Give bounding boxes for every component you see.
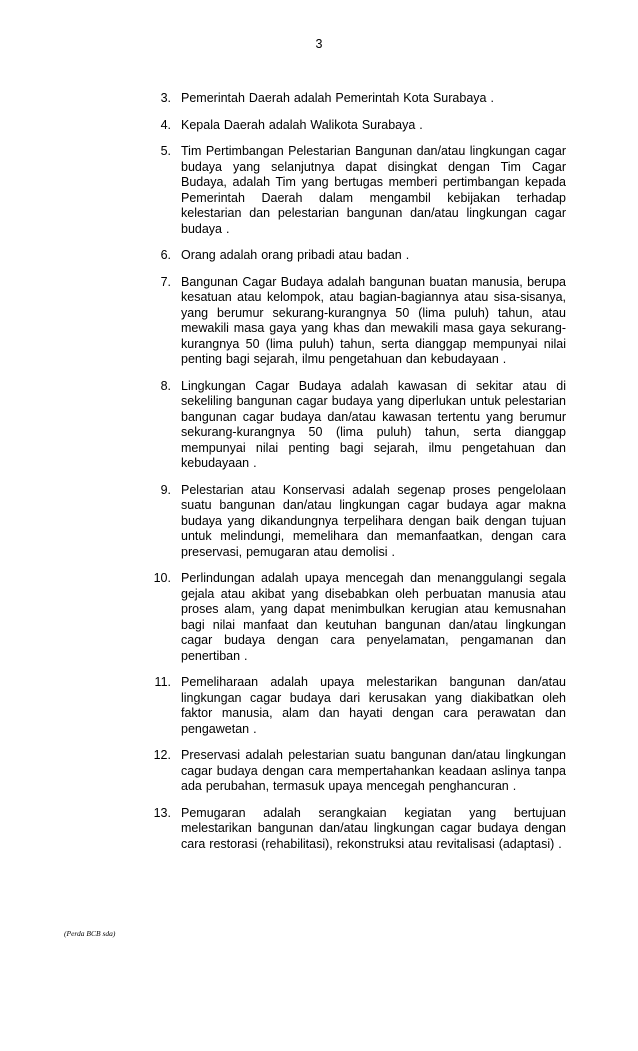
definition-text: Kepala Daerah adalah Walikota Surabaya .: [181, 117, 423, 132]
definition-item: [146, 144, 566, 237]
definition-item: [146, 748, 566, 795]
definition-item: [146, 571, 566, 664]
definition-number: 11.: [154, 675, 171, 689]
definition-item: [146, 806, 566, 853]
definition-item: [146, 91, 566, 107]
definition-text: Perlindungan adalah upaya mencegah dan menanggulangi segala gejala atau akibat yang disebabkan oleh perbuatan manusia atau proses alam, yang dapat menimbulkan kerugian atau kemusnahan bagi nilai manfaat dan keutuhan bangunan dan/atau lingkungan cagar budaya dengan cara penyelamatan, pengamanan dan penertiban .: [181, 571, 566, 663]
definition-text: Pelestarian atau Konservasi adalah segenap proses pengelolaan suatu bangunan dan/atau lingkungan cagar budaya agar makna budaya yang dikandungnya terpelihara dengan baik dengan tujuan untuk melindungi, memelihara dan memanfaatkan, dengan cara preservasi, pemugaran atau demolisi .: [181, 482, 566, 559]
definition-text: Orang adalah orang pribadi atau badan .: [181, 248, 410, 262]
definition-text: Pemerintah Daerah adalah Pemerintah Kota Surabaya .: [181, 91, 494, 105]
definition-item: [146, 248, 566, 264]
definition-list: [146, 91, 566, 863]
definition-text: Preservasi adalah pelestarian suatu bangunan dan/atau lingkungan cagar budaya dengan cara mempertahankan keadaan aslinya tanpa ada perubahan, termasuk upaya mencegah penghancuran .: [181, 748, 566, 793]
definition-number: 10.: [153, 571, 171, 585]
definition-text: Lingkungan Cagar Budaya adalah kawasan di sekitar atau di sekeliling bangunan cagar budaya yang diperlukan untuk pelestarian bangunan cagar budaya dan/atau kawasan tertentu yang berumur sekurang-kurangnya 50 (lima puluh) tahun, serta dianggap mempunyai nilai penting bagi sejarah, ilmu pengetahuan dan kebudayaan .: [181, 378, 566, 470]
definition-number: 13.: [153, 805, 171, 820]
page-number: 3: [315, 37, 323, 51]
definition-text: Tim Pertimbangan Pelestarian Bangunan dan/atau lingkungan cagar budaya yang selanjutnya dapat disingkat dengan Tim Cagar Budaya, adalah Tim yang bertugas memberi pertimbangan kepada Pemerintah Daerah dalam mengambil kebijakan terhadap kelestarian dan pelestarian bangunan dan/atau lingkungan cagar budaya .: [181, 144, 566, 236]
definition-item: [146, 118, 566, 134]
footer-note: (Perda BCB sda): [64, 929, 116, 938]
definition-number: 5.: [160, 144, 171, 158]
definition-item: [146, 675, 566, 737]
definition-number: 9.: [160, 482, 171, 497]
definition-number: 7.: [160, 274, 171, 289]
definition-item: [146, 483, 566, 561]
definition-text: Pemugaran adalah serangkaian kegiatan yang bertujuan melestarikan bangunan dan/atau lingkungan cagar budaya dengan cara restorasi (rehabilitasi), rekonstruksi atau revitalisasi (adaptasi) .: [181, 805, 566, 851]
definition-item: [146, 379, 566, 472]
definition-number: 8.: [160, 378, 171, 393]
definition-number: 12.: [153, 748, 171, 762]
definition-item: [146, 275, 566, 368]
definition-number: 3.: [160, 91, 171, 105]
definition-text: Pemeliharaan adalah upaya melestarikan bangunan dan/atau lingkungan cagar budaya dari kerusakan yang diakibatkan oleh faktor manusia, alam dan hayati dengan cara perawatan dan pengawetan .: [181, 675, 566, 736]
definition-text: Bangunan Cagar Budaya adalah bangunan buatan manusia, berupa kesatuan atau kelompok, atau bagian-bagiannya atau sisa-sisanya, yang berumur sekurang-kurangnya 50 (lima puluh) tahun, atau mewakili masa gaya yang khas dan mewakili masa gaya sekurang-kurangnya 50 (lima puluh) tahun, serta dianggap mempunyai nilai penting bagi sejarah, ilmu pengetahuan dan kebudayaan .: [181, 274, 566, 366]
definition-number: 4.: [160, 117, 171, 132]
definition-number: 6.: [160, 248, 171, 262]
